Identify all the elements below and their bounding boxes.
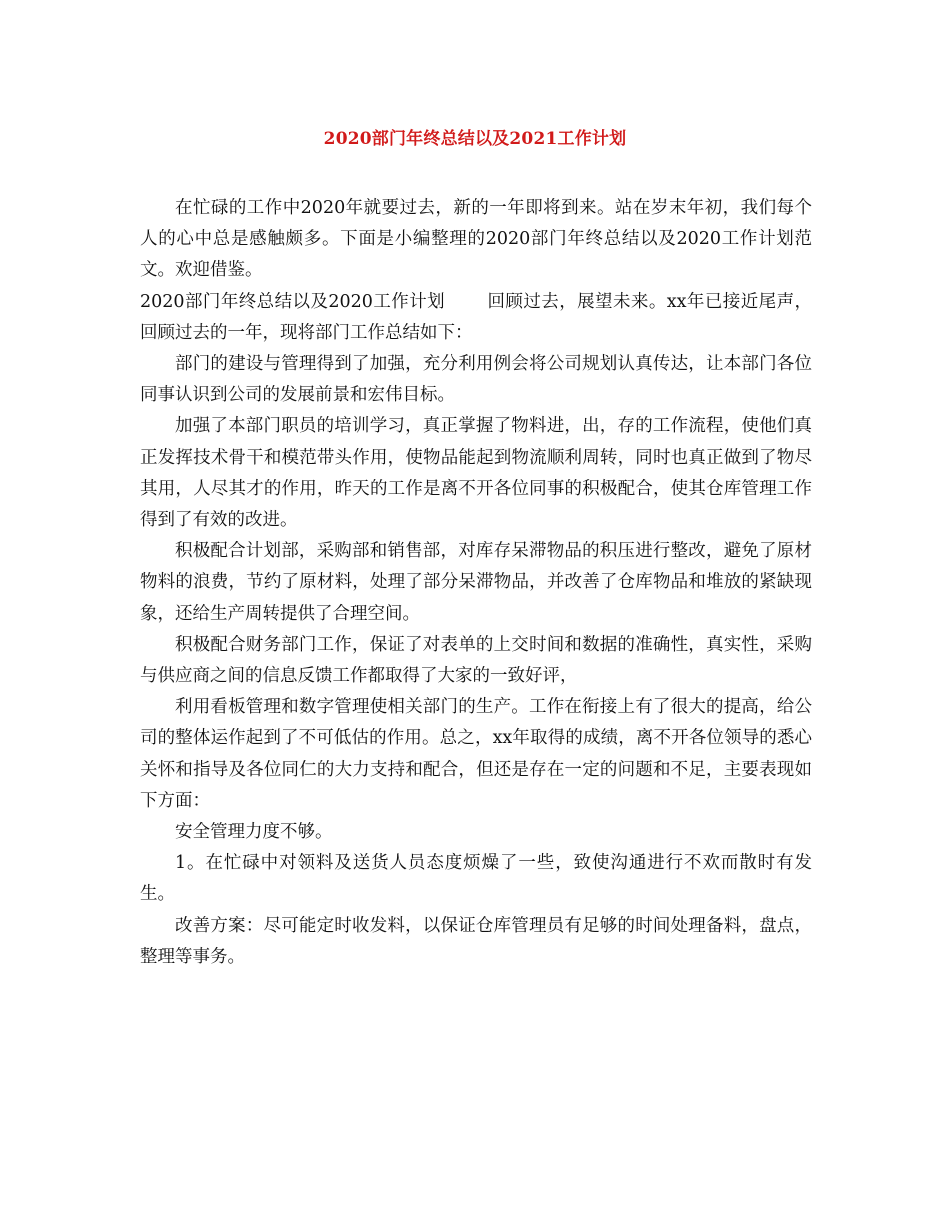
paragraph-safety-management: 安全管理力度不够。 (175, 822, 333, 843)
document-title: 2020部门年终总结以及2021工作计划 (323, 129, 627, 149)
paragraph-issue-one: 1。在忙碌中对领料及送货人员态度烦燥了一些，致使沟通进行不欢而散时有发生。 (140, 853, 812, 905)
paragraph-finance-cooperation: 积极配合财务部门工作，保证了对表单的上交时间和数据的准确性，真实性，采购与供应商之间的信息反馈工作都取得了大家的一致好评， (140, 634, 812, 687)
paragraph-department-building: 部门的建设与管理得到了加强，充分利用例会将公司规划认真传达，让本部门各位同事认识到公司的发展前景和宏伟目标。 (140, 354, 812, 406)
paragraph-staff-training: 加强了本部门职员的培训学习，真正掌握了物料进，出，存的工作流程，使他们真正发挥技术骨干和模范带头作用，使物品能起到物流顺利周转，同时也真正做到了物尽其用，人尽其才的作用，昨天的工作是离不开各位同事的积极配合，使其仓库管理工作得到了有效的改进。 (140, 416, 812, 531)
heading-line-text: 回顾过去，展望未来。xx年已接近尾声，回顾过去的一年，现将部门工作总结如下： (140, 291, 812, 343)
heading-line-label: 2020部门年终总结以及2020工作计划 (140, 291, 446, 312)
paragraph-intro: 在忙碌的工作中2020年就要过去，新的一年即将到来。站在岁末年初，我们每个人的心中总是感触颇多。下面是小编整理的2020部门年终总结以及2020工作计划范文。欢迎借鉴。 (140, 198, 812, 281)
document-body (140, 193, 812, 973)
paragraph-improvement-plan: 改善方案：尽可能定时收发料，以保证仓库管理员有足够的时间处理备料，盘点，整理等事务。 (140, 915, 812, 967)
paragraph-heading-line (140, 287, 812, 349)
paragraph-planning-cooperation: 积极配合计划部，采购部和销售部，对库存呆滞物品的积压进行整改，避免了原材物料的浪费，节约了原材料，处理了部分呆滞物品，并改善了仓库物品和堆放的紧缺现象，还给生产周转提供了合理空间。 (140, 541, 812, 624)
paragraph-kanban-management: 利用看板管理和数字管理使相关部门的生产。工作在衔接上有了很大的提高，给公司的整体运作起到了不可低估的作用。总之，xx年取得的成绩，离不开各位领导的悉心关怀和指导及各位同仁的大力支持和配合，但还是存在一定的问题和不足，主要表现如下方面： (140, 697, 812, 811)
